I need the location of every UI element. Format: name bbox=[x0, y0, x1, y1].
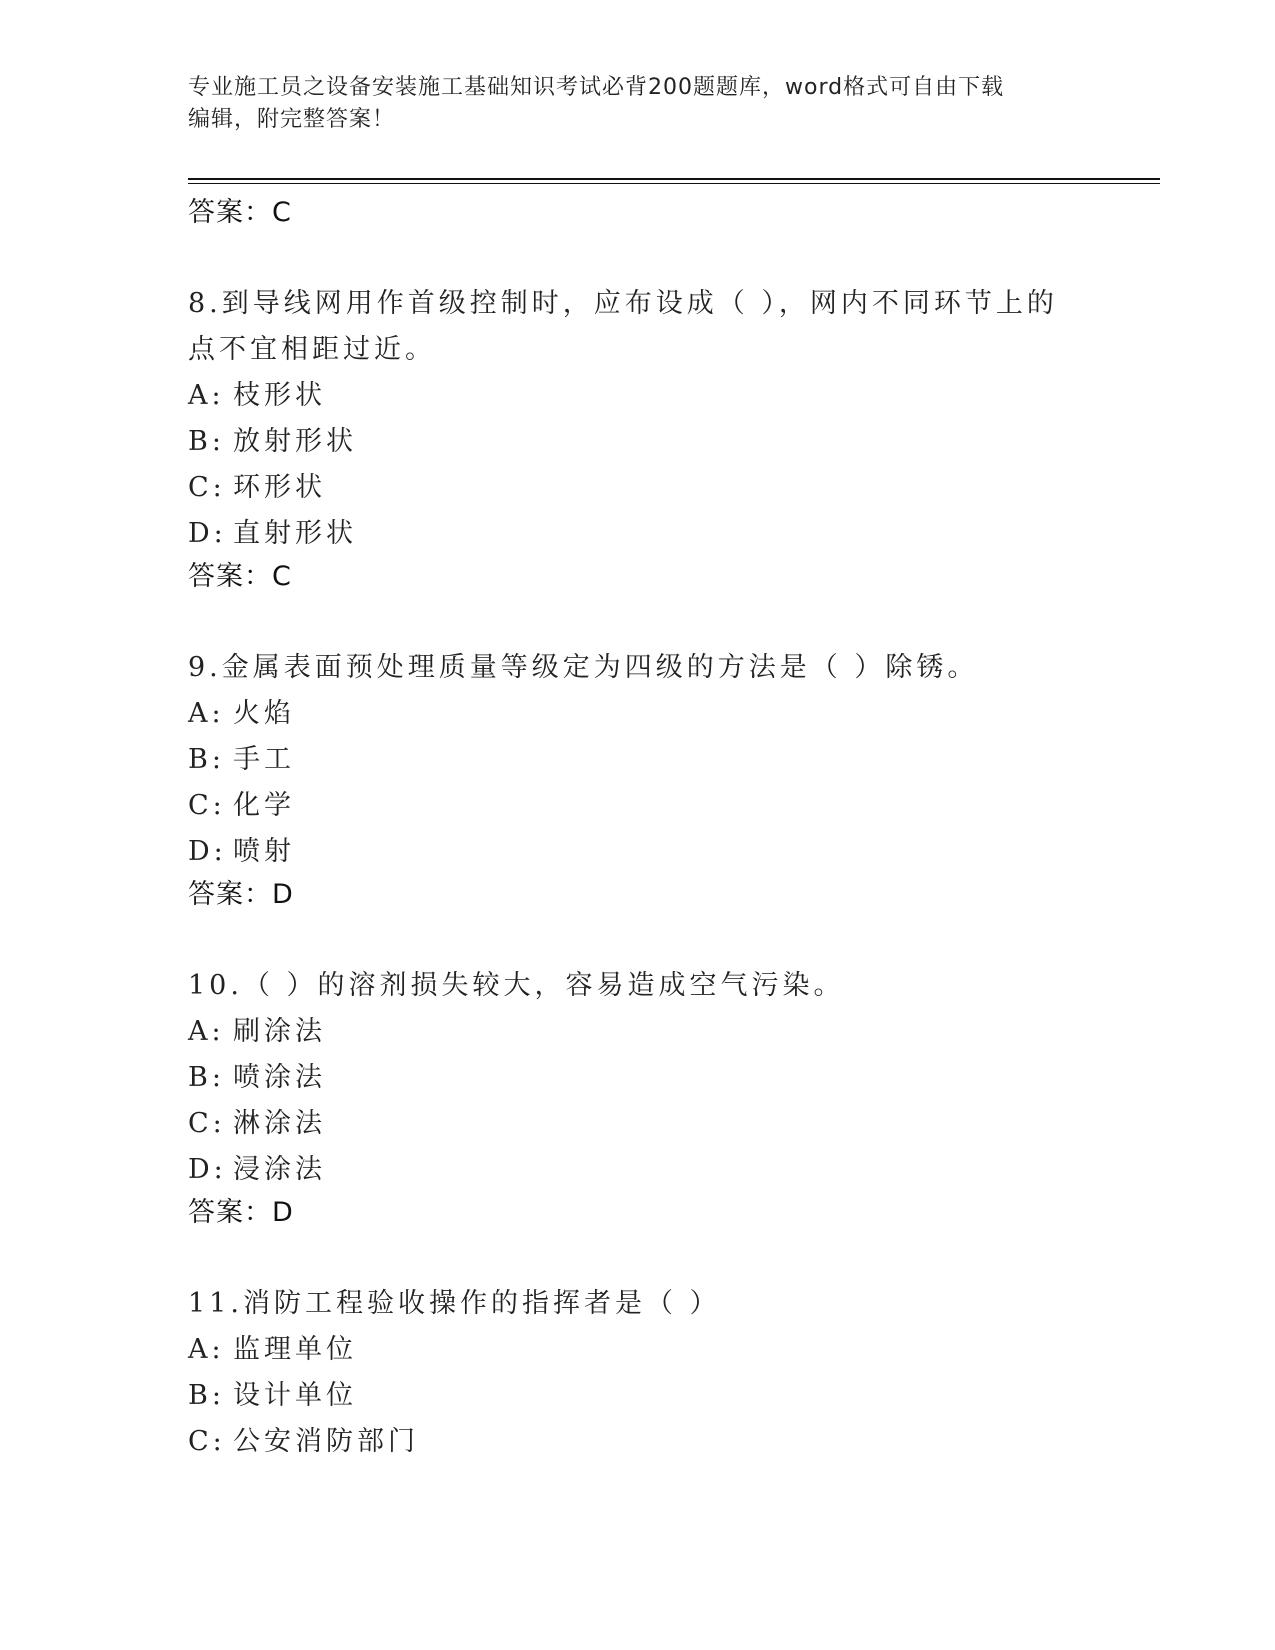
option-letter: C: bbox=[188, 790, 226, 821]
question-stem: 9.金属表面预处理质量等级定为四级的方法是（ ）除锈。 bbox=[188, 652, 979, 683]
option-a bbox=[188, 1009, 1088, 1055]
header-line-2: 编辑，附完整答案！ bbox=[188, 107, 396, 132]
option-b bbox=[188, 419, 1088, 465]
option-text: 放射形状 bbox=[233, 426, 357, 457]
option-text: 设计单位 bbox=[233, 1380, 357, 1411]
option-c bbox=[188, 783, 1088, 829]
option-letter: A: bbox=[188, 698, 225, 729]
question-stem: 10.（ ）的溶剂损失较大，容易造成空气污染。 bbox=[188, 970, 845, 1001]
header-divider-thick bbox=[188, 178, 1160, 180]
option-d bbox=[188, 1147, 1088, 1193]
option-text: 监理单位 bbox=[233, 1334, 357, 1365]
option-text: 环形状 bbox=[233, 472, 326, 503]
question-stem: 11.消防工程验收操作的指挥者是（ ） bbox=[188, 1288, 721, 1319]
option-letter: C: bbox=[188, 1108, 226, 1139]
option-text: 浸涂法 bbox=[233, 1154, 326, 1185]
option-a bbox=[188, 373, 1088, 419]
page-header bbox=[188, 72, 1068, 136]
option-letter: B: bbox=[188, 1062, 225, 1093]
header-divider-thin bbox=[188, 183, 1160, 184]
question-stem: 8.到导线网用作首级控制时，应布设成（ ），网内不同环节上的点不宜相距过近。 bbox=[188, 288, 1058, 365]
option-a bbox=[188, 1327, 1088, 1373]
option-text: 淋涂法 bbox=[233, 1108, 326, 1139]
option-text: 直射形状 bbox=[233, 518, 357, 549]
option-text: 火焰 bbox=[233, 698, 295, 729]
option-letter: C: bbox=[188, 472, 226, 503]
option-text: 喷涂法 bbox=[233, 1062, 326, 1093]
question-item bbox=[188, 645, 1088, 915]
previous-answer: 答案：C bbox=[188, 197, 292, 228]
option-c bbox=[188, 465, 1088, 511]
option-text: 刷涂法 bbox=[233, 1016, 326, 1047]
option-letter: A: bbox=[188, 1016, 225, 1047]
answer-line: 答案：D bbox=[188, 879, 294, 910]
option-letter: B: bbox=[188, 426, 225, 457]
option-letter: A: bbox=[188, 380, 225, 411]
question-item bbox=[188, 963, 1088, 1233]
option-letter: B: bbox=[188, 744, 225, 775]
option-b bbox=[188, 1055, 1088, 1101]
option-c bbox=[188, 1419, 1088, 1465]
option-letter: A: bbox=[188, 1334, 225, 1365]
option-text: 喷射 bbox=[233, 836, 295, 867]
header-line-1: 专业施工员之设备安装施工基础知识考试必背200题题库，word格式可自由下载 bbox=[188, 75, 1005, 100]
answer-line: 答案：D bbox=[188, 1197, 294, 1228]
option-letter: D: bbox=[188, 1154, 227, 1185]
option-a bbox=[188, 691, 1088, 737]
question-item bbox=[188, 281, 1088, 597]
option-letter: C: bbox=[188, 1426, 226, 1457]
option-text: 手工 bbox=[233, 744, 295, 775]
option-text: 枝形状 bbox=[233, 380, 326, 411]
option-b bbox=[188, 1373, 1088, 1419]
option-letter: D: bbox=[188, 836, 227, 867]
question-item bbox=[188, 1281, 1088, 1465]
option-d bbox=[188, 511, 1088, 557]
option-b bbox=[188, 737, 1088, 783]
option-c bbox=[188, 1101, 1088, 1147]
option-letter: B: bbox=[188, 1380, 225, 1411]
option-d bbox=[188, 829, 1088, 875]
option-text: 公安消防部门 bbox=[233, 1426, 419, 1457]
answer-line: 答案：C bbox=[188, 561, 292, 592]
option-text: 化学 bbox=[233, 790, 295, 821]
option-letter: D: bbox=[188, 518, 227, 549]
question-list bbox=[188, 193, 1088, 1465]
